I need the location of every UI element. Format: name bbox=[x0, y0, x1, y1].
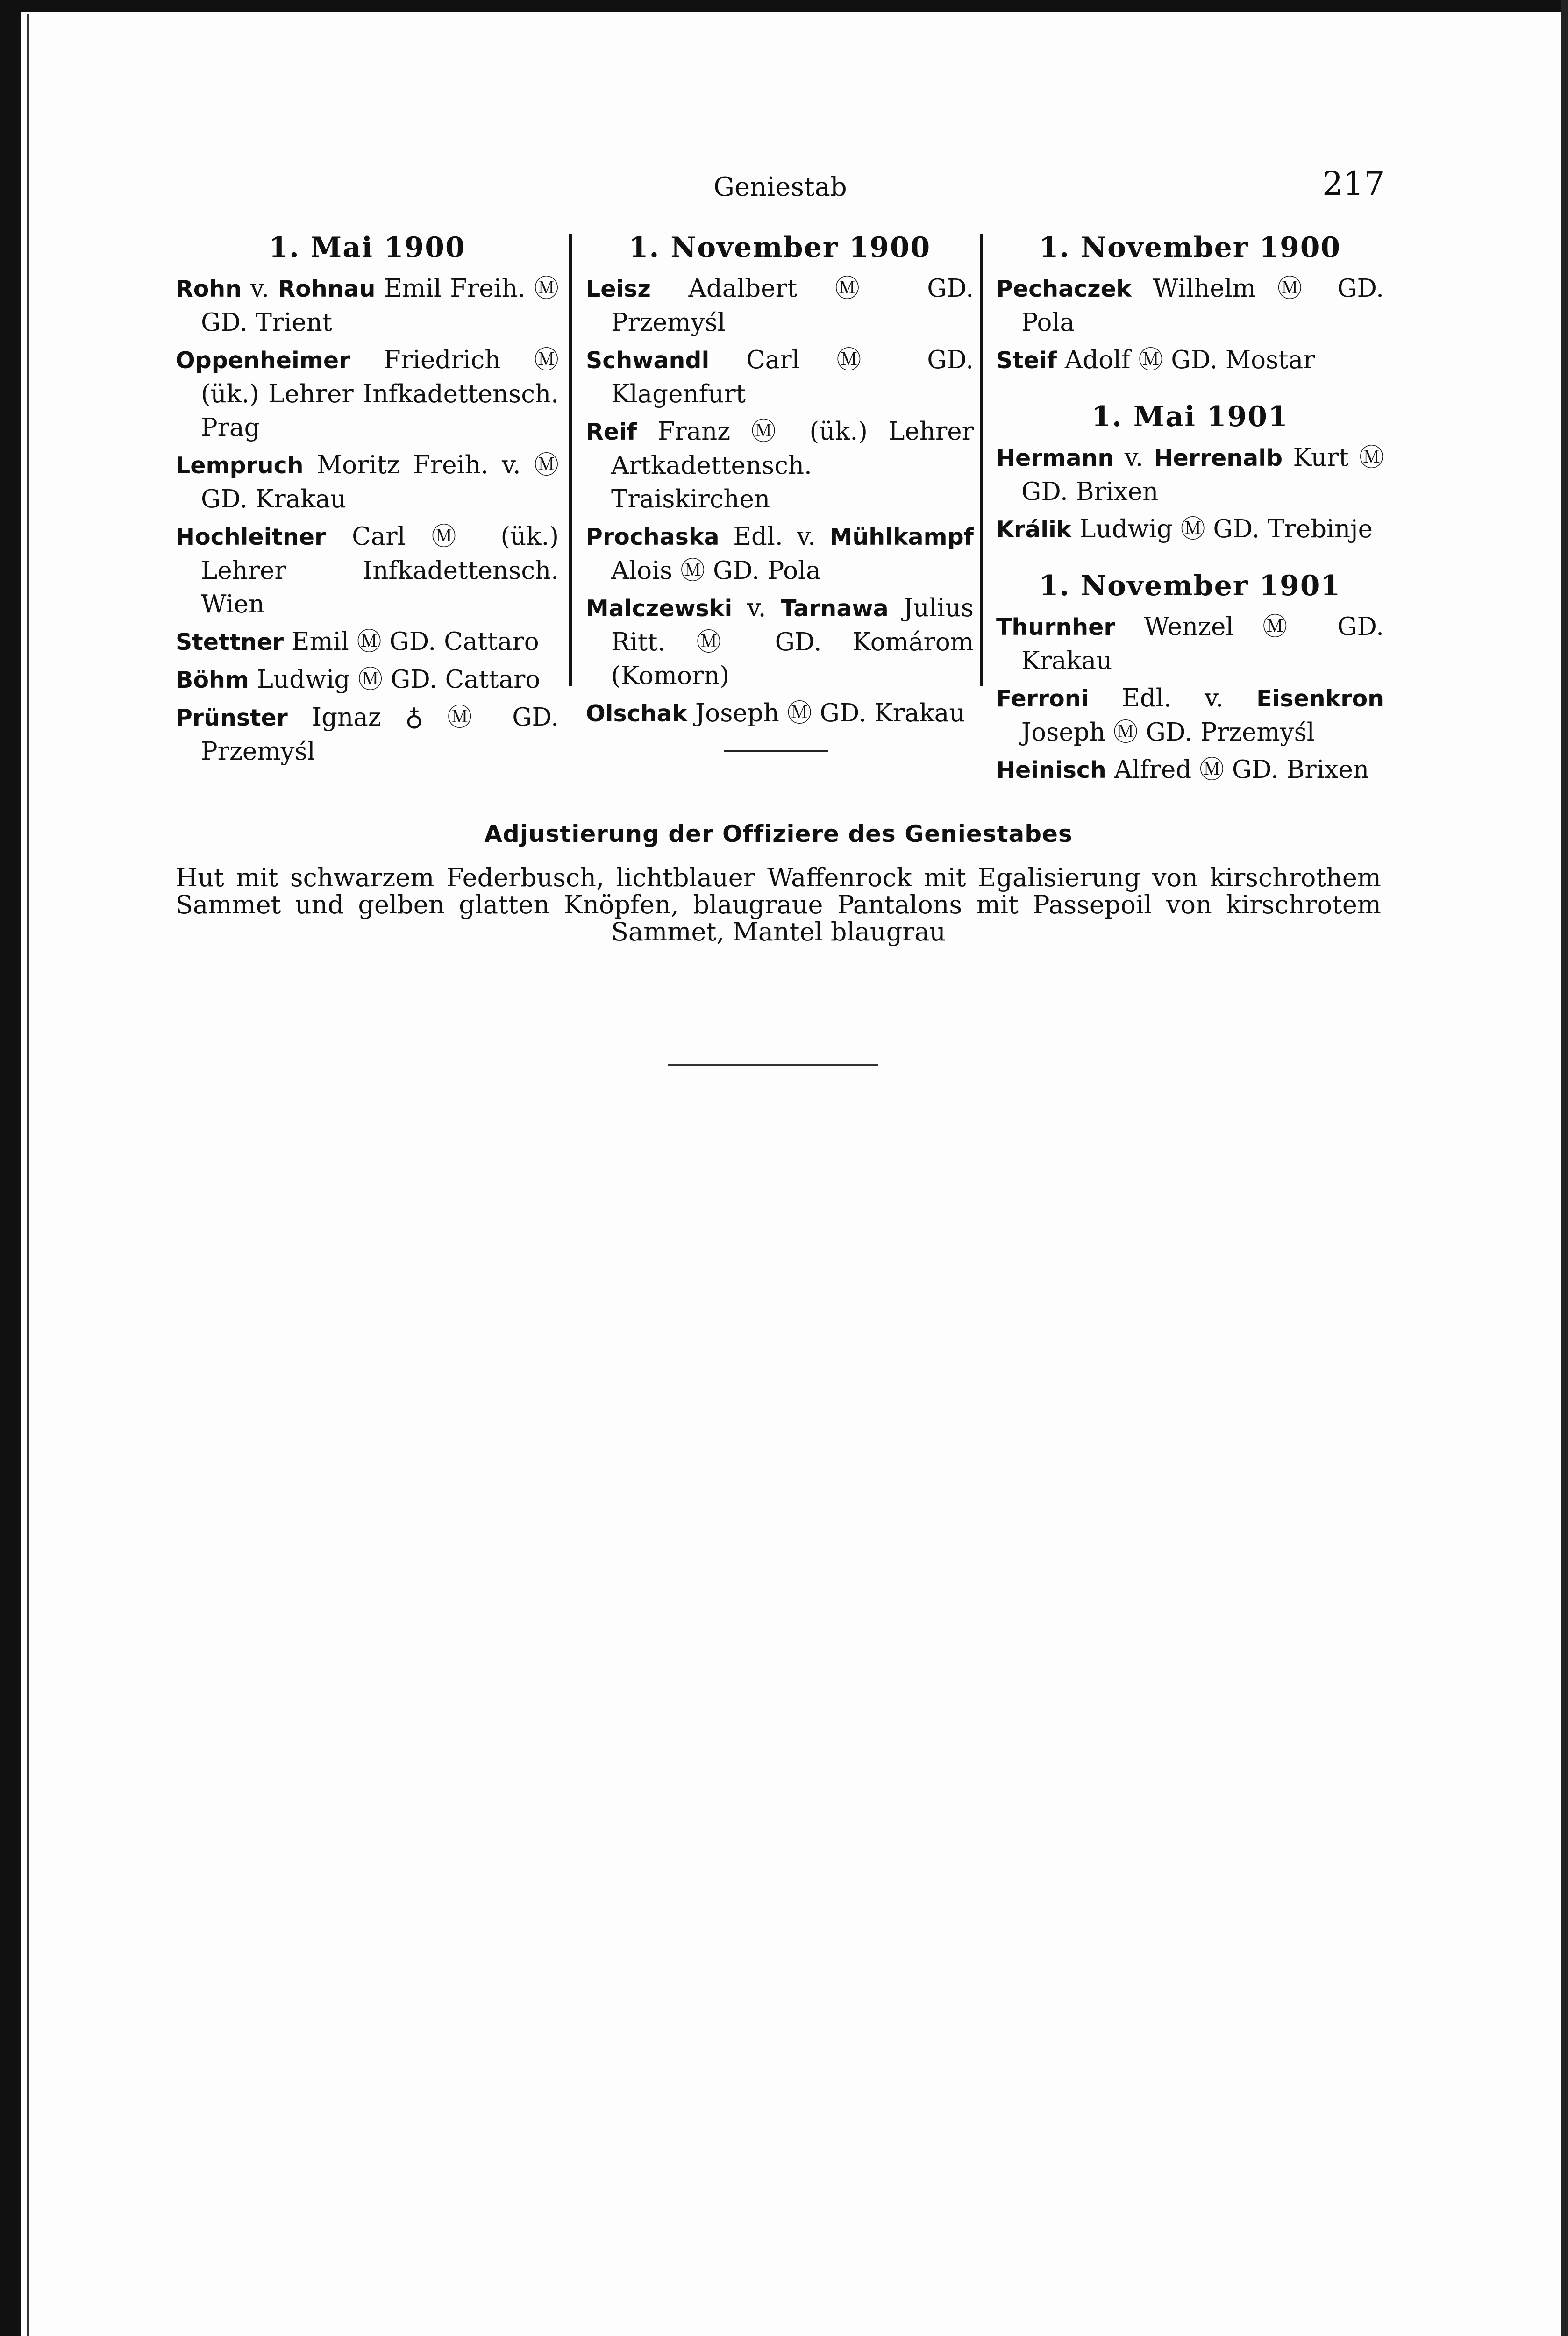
officer-surname: Prochaska bbox=[586, 524, 720, 550]
officer-surname: Reif bbox=[586, 419, 637, 445]
officer-details: Carl Ⓜ (ük.) Lehrer Infkadettensch. Wien bbox=[201, 522, 559, 619]
officer-surname: Lempruch bbox=[176, 452, 304, 479]
column-1 bbox=[176, 229, 559, 772]
officer-surname: Leisz bbox=[586, 276, 651, 302]
officer-entry bbox=[176, 663, 559, 697]
officer-surname: Hochleitner bbox=[176, 524, 326, 550]
officer-entry bbox=[176, 625, 559, 659]
scan-border-left bbox=[0, 0, 21, 2336]
officer-surname: Malczewski bbox=[586, 595, 733, 622]
officer-entry bbox=[176, 449, 559, 516]
officer-entry bbox=[176, 520, 559, 621]
officer-details: Adolf Ⓜ GD. Mostar bbox=[1057, 346, 1315, 374]
column-3 bbox=[996, 229, 1384, 791]
separator-rule bbox=[668, 1064, 878, 1066]
promotion-date-heading: 1. Mai 1901 bbox=[1091, 400, 1289, 433]
officer-entry bbox=[996, 513, 1384, 547]
officer-details: Ludwig Ⓜ GD. Trebinje bbox=[1071, 515, 1373, 543]
officer-details: Emil Ⓜ GD. Cattaro bbox=[284, 627, 539, 656]
officer-surname: Ferroni bbox=[996, 685, 1089, 712]
officer-details: Emil Freih. Ⓜ GD. Trient bbox=[201, 274, 559, 337]
officer-surname: Böhm bbox=[176, 667, 249, 693]
separator-rule bbox=[724, 750, 828, 752]
officer-details: v. bbox=[732, 594, 781, 622]
officer-surname: Stettner bbox=[176, 629, 284, 655]
officer-surname-predicate: Tarnawa bbox=[781, 595, 889, 622]
uniform-description: Hut mit schwarzem Federbusch, lichtblauer Waffenrock mit Egalisierung von kirschrothem Sammet und gelben glatten Knöpfen, blaugraue Pantalons mit Passepoil von kirschrotem Sammet, Mantel blaugrau bbox=[176, 863, 1381, 947]
page-number: 217 bbox=[1322, 164, 1385, 203]
officer-details: Wilhelm Ⓜ GD. Pola bbox=[1021, 274, 1384, 337]
officer-details: v. bbox=[242, 274, 278, 303]
officer-surname: Thurnher bbox=[996, 614, 1115, 641]
officer-entry bbox=[586, 272, 974, 340]
column-2 bbox=[586, 229, 974, 734]
promotion-date-heading: 1. Mai 1900 bbox=[269, 231, 466, 264]
scan-border-left-inner bbox=[27, 14, 29, 2336]
officer-details: v. bbox=[1114, 443, 1154, 472]
officer-details: Moritz Freih. v. Ⓜ GD. Krakau bbox=[201, 451, 559, 513]
officer-details: Ignaz ♁ Ⓜ GD. Przemyśl bbox=[201, 703, 559, 766]
scan-border-right bbox=[1561, 0, 1568, 2336]
uniform-heading: Adjustierung der Offiziere des Geniestabes bbox=[484, 820, 1073, 848]
officer-details: Carl Ⓜ GD. Klagenfurt bbox=[611, 346, 974, 408]
officer-entry bbox=[996, 610, 1384, 678]
officer-surname: Oppenheimer bbox=[176, 347, 350, 374]
officer-entry bbox=[586, 697, 974, 731]
officer-details: Adalbert Ⓜ GD. Przemyśl bbox=[611, 274, 974, 337]
officer-entry bbox=[996, 343, 1384, 377]
officer-surname: Prünster bbox=[176, 705, 288, 731]
officer-surname-predicate: Rohnau bbox=[278, 276, 376, 302]
officer-details: Joseph Ⓜ GD. Przemyśl bbox=[1021, 718, 1315, 747]
officer-entry bbox=[586, 591, 974, 693]
officer-surname-predicate: Herrenalb bbox=[1154, 445, 1283, 471]
officer-surname: Pechaczek bbox=[996, 276, 1132, 302]
promotion-date-heading: 1. November 1901 bbox=[1039, 570, 1341, 602]
officer-entry bbox=[176, 701, 559, 769]
officer-surname: Heinisch bbox=[996, 757, 1106, 783]
officer-surname: Steif bbox=[996, 347, 1057, 374]
officer-entry bbox=[996, 441, 1384, 509]
officer-entry bbox=[996, 682, 1384, 749]
officer-entry bbox=[586, 520, 974, 588]
officer-details: Ludwig Ⓜ GD. Cattaro bbox=[249, 665, 541, 694]
scan-border-top bbox=[0, 0, 1568, 12]
officer-details: Franz Ⓜ (ük.) Lehrer Artkadettensch. Traiskirchen bbox=[611, 417, 974, 513]
column-divider bbox=[980, 234, 983, 686]
officer-surname: Rohn bbox=[176, 276, 242, 302]
officer-entry bbox=[586, 343, 974, 411]
officer-surname: Schwandl bbox=[586, 347, 710, 374]
promotion-date-heading: 1. November 1900 bbox=[628, 231, 931, 264]
officer-details: Julius Ritt. Ⓜ GD. Komárom (Komorn) bbox=[611, 594, 974, 690]
officer-entry bbox=[176, 343, 559, 445]
officer-details: Joseph Ⓜ GD. Krakau bbox=[687, 699, 965, 727]
officer-entry bbox=[996, 753, 1384, 787]
officer-columns bbox=[176, 229, 1384, 784]
officer-details: Wenzel Ⓜ GD. Krakau bbox=[1021, 612, 1384, 675]
running-title: Geniestab bbox=[713, 172, 847, 202]
officer-entry bbox=[176, 272, 559, 340]
officer-details: Friedrich Ⓜ (ük.) Lehrer Infkadettensch. Prag bbox=[201, 346, 559, 442]
officer-surname-predicate: Mühlkampf bbox=[829, 524, 974, 550]
officer-details: Alois Ⓜ GD. Pola bbox=[611, 556, 821, 585]
officer-details: Kurt Ⓜ GD. Brixen bbox=[1021, 443, 1384, 506]
officer-entry bbox=[996, 272, 1384, 340]
officer-entry bbox=[586, 415, 974, 516]
officer-surname-predicate: Eisenkron bbox=[1256, 685, 1384, 712]
officer-details: Edl. v. bbox=[719, 522, 830, 551]
promotion-date-heading: 1. November 1900 bbox=[1039, 231, 1341, 264]
officer-surname: Hermann bbox=[996, 445, 1114, 471]
officer-surname: Olschak bbox=[586, 700, 688, 727]
column-divider bbox=[569, 234, 572, 686]
officer-details: Edl. v. bbox=[1089, 684, 1257, 712]
officer-surname: Králik bbox=[996, 516, 1072, 543]
officer-details: Alfred Ⓜ GD. Brixen bbox=[1106, 755, 1369, 784]
